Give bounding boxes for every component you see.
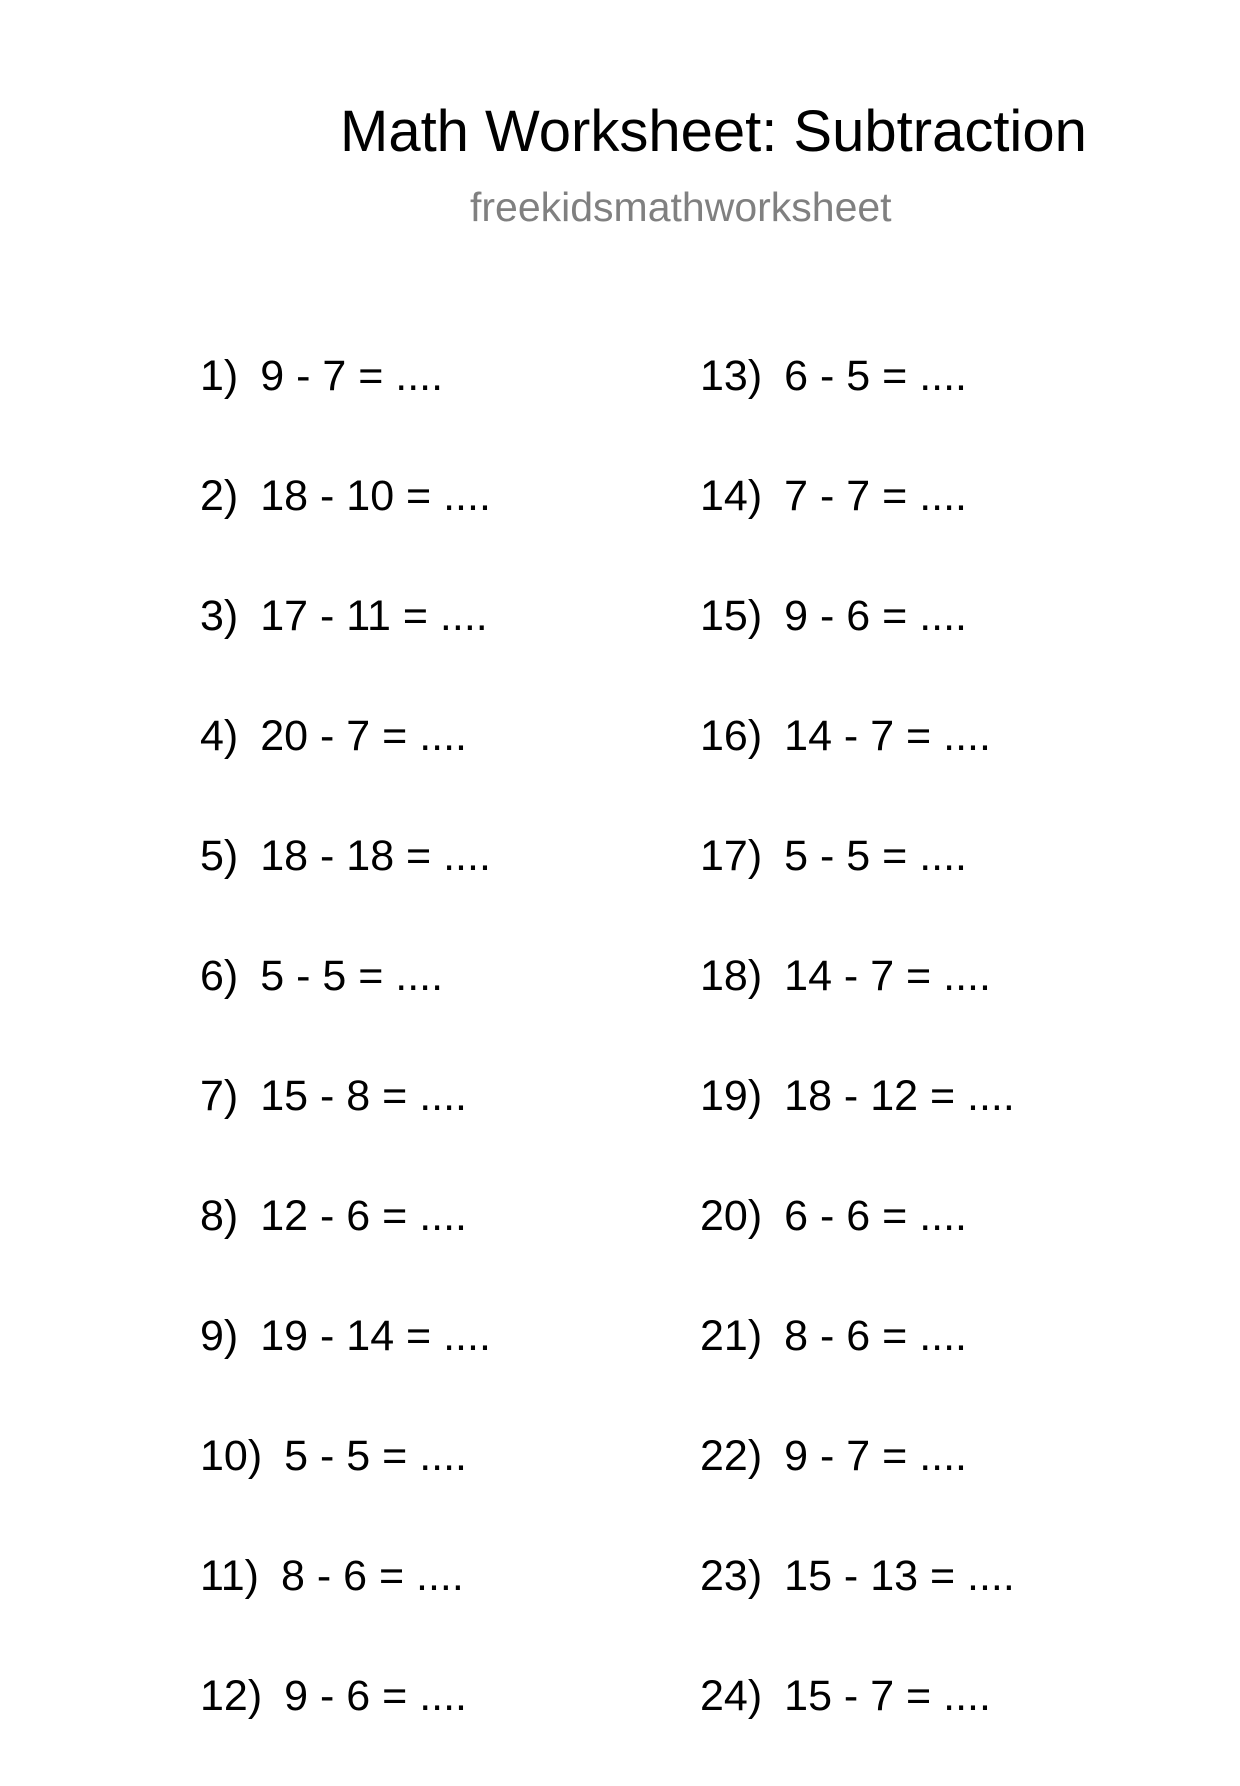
problem-number: 11)	[200, 1552, 259, 1600]
problem-item	[200, 1666, 491, 1786]
problem-item	[200, 706, 491, 826]
problem-number: 14)	[700, 472, 763, 520]
problem-expression: 17 - 11 = ....	[260, 592, 488, 640]
problem-item	[700, 1426, 1015, 1546]
problem-item	[200, 346, 491, 466]
problem-number: 3)	[200, 592, 239, 640]
problem-item	[200, 1546, 491, 1666]
problem-item	[200, 946, 491, 1066]
problem-expression: 18 - 18 = ....	[260, 832, 491, 880]
problem-expression: 6 - 6 = ....	[784, 1192, 967, 1240]
problem-expression: 8 - 6 = ....	[280, 1552, 464, 1600]
problem-number: 6)	[200, 952, 239, 1000]
problem-expression: 14 - 7 = ....	[784, 712, 991, 760]
problem-expression: 5 - 5 = ....	[784, 832, 967, 880]
problem-number: 9)	[200, 1312, 239, 1360]
problem-item	[200, 826, 491, 946]
problem-item	[200, 1066, 491, 1186]
problem-number: 8)	[200, 1192, 239, 1240]
problem-number: 20)	[700, 1192, 763, 1240]
page-title: Math Worksheet: Subtraction	[340, 99, 1087, 164]
problem-expression: 9 - 6 = ....	[784, 592, 967, 640]
problem-number: 17)	[700, 832, 763, 880]
problem-number: 19)	[700, 1072, 763, 1120]
page-subtitle: freekidsmathworksheet	[470, 184, 892, 230]
problem-number: 24)	[700, 1672, 763, 1720]
problem-item	[200, 466, 491, 586]
problem-item	[200, 1426, 491, 1546]
problem-expression: 8 - 6 = ....	[784, 1312, 967, 1360]
problem-expression: 6 - 5 = ....	[784, 352, 967, 400]
problem-item	[700, 946, 1015, 1066]
problem-expression: 12 - 6 = ....	[260, 1192, 467, 1240]
problem-number: 16)	[700, 712, 763, 760]
problem-number: 1)	[200, 352, 239, 400]
problem-expression: 18 - 10 = ....	[260, 472, 491, 520]
problem-number: 10)	[200, 1432, 263, 1480]
problem-item	[700, 466, 1015, 586]
problem-number: 15)	[700, 592, 763, 640]
problem-item	[700, 1546, 1015, 1666]
problem-item	[200, 1186, 491, 1306]
problem-item	[200, 1306, 491, 1426]
problem-expression: 15 - 8 = ....	[260, 1072, 467, 1120]
problem-expression: 15 - 7 = ....	[784, 1672, 991, 1720]
problem-item	[700, 346, 1015, 466]
problem-item	[700, 586, 1015, 706]
problem-expression: 9 - 7 = ....	[260, 352, 444, 400]
problem-expression: 9 - 6 = ....	[284, 1672, 467, 1720]
problem-number: 22)	[700, 1432, 763, 1480]
problem-column-left	[200, 346, 491, 1786]
problem-number: 23)	[700, 1552, 763, 1600]
problem-expression: 9 - 7 = ....	[784, 1432, 967, 1480]
problem-item	[700, 706, 1015, 826]
problem-number: 2)	[200, 472, 239, 520]
problem-expression: 14 - 7 = ....	[784, 952, 991, 1000]
problem-expression: 18 - 12 = ....	[784, 1072, 1015, 1120]
problem-expression: 20 - 7 = ....	[260, 712, 467, 760]
problem-item	[700, 1186, 1015, 1306]
problem-expression: 7 - 7 = ....	[784, 472, 967, 520]
problem-number: 5)	[200, 832, 239, 880]
problem-column-right	[700, 346, 1015, 1786]
problem-item	[700, 826, 1015, 946]
problem-number: 4)	[200, 712, 239, 760]
problem-number: 21)	[700, 1312, 763, 1360]
problem-number: 7)	[200, 1072, 239, 1120]
problem-expression: 5 - 5 = ....	[284, 1432, 467, 1480]
problem-number: 12)	[200, 1672, 263, 1720]
problem-expression: 15 - 13 = ....	[784, 1552, 1015, 1600]
problem-number: 18)	[700, 952, 763, 1000]
problem-item	[700, 1666, 1015, 1786]
problem-item	[700, 1306, 1015, 1426]
problem-number: 13)	[700, 352, 763, 400]
problem-item	[200, 586, 491, 706]
problem-expression: 5 - 5 = ....	[260, 952, 444, 1000]
problem-expression: 19 - 14 = ....	[260, 1312, 491, 1360]
problem-item	[700, 1066, 1015, 1186]
